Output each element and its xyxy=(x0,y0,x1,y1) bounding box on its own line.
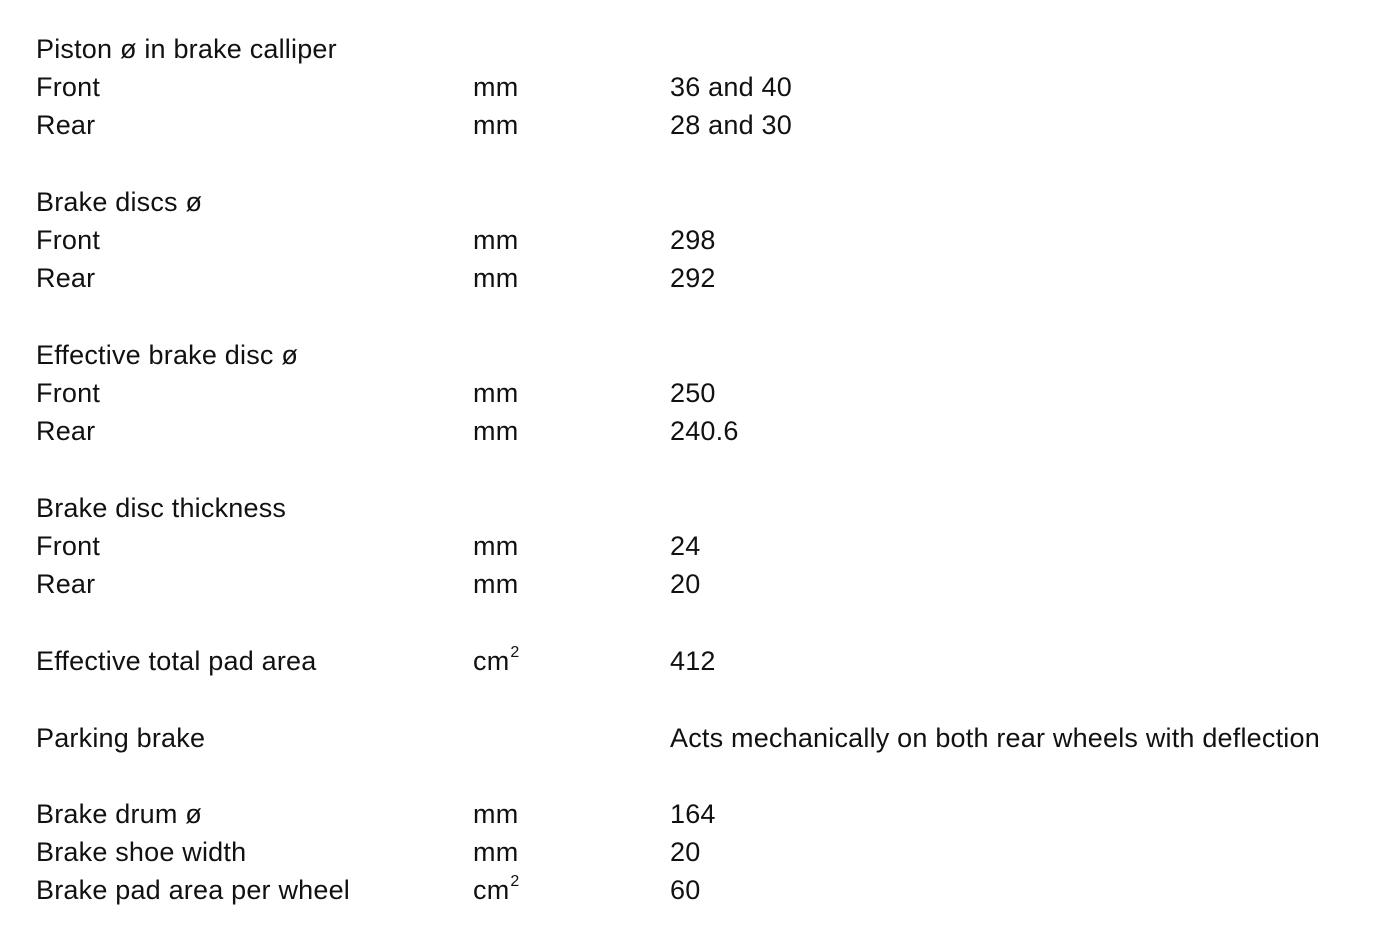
section-heading: Brake discs ø xyxy=(36,187,203,217)
row-value: 24 xyxy=(670,531,701,561)
row-value: 298 xyxy=(670,225,716,255)
row-unit xyxy=(473,642,520,680)
row-label: Brake pad area per wheel xyxy=(36,875,350,905)
row-value: Acts mechanically on both rear wheels with deflection xyxy=(670,723,1320,753)
row-unit: mm xyxy=(473,799,519,829)
row-unit: mm xyxy=(473,416,519,446)
unit-base: cm xyxy=(473,875,510,905)
row-unit: mm xyxy=(473,837,519,867)
row-unit xyxy=(473,871,520,909)
row-label: Front xyxy=(36,378,101,408)
row-label: Rear xyxy=(36,110,96,140)
section-heading: Piston ø in brake calliper xyxy=(36,34,337,64)
row-value: 36 and 40 xyxy=(670,72,792,102)
row-label: Rear xyxy=(36,416,96,446)
row-value: 20 xyxy=(670,837,701,867)
row-value: 60 xyxy=(670,875,701,905)
row-value: 250 xyxy=(670,378,716,408)
row-value: 28 and 30 xyxy=(670,110,792,140)
row-label: Effective total pad area xyxy=(36,646,317,676)
row-label: Brake drum ø xyxy=(36,799,202,829)
section-heading: Brake disc thickness xyxy=(36,493,287,523)
section-heading: Effective brake disc ø xyxy=(36,340,299,370)
row-unit: mm xyxy=(473,72,519,102)
row-unit: mm xyxy=(473,569,519,599)
row-unit: mm xyxy=(473,225,519,255)
row-label: Front xyxy=(36,225,101,255)
row-label: Front xyxy=(36,531,101,561)
row-value: 292 xyxy=(670,263,716,293)
row-value: 412 xyxy=(670,646,716,676)
row-value: 20 xyxy=(670,569,701,599)
row-unit: mm xyxy=(473,531,519,561)
row-label: Parking brake xyxy=(36,723,206,753)
row-unit: mm xyxy=(473,110,519,140)
unit-exponent: 2 xyxy=(510,644,520,661)
unit-base: cm xyxy=(473,646,510,676)
row-label: Front xyxy=(36,72,101,102)
row-label: Rear xyxy=(36,569,96,599)
row-label: Rear xyxy=(36,263,96,293)
row-unit: mm xyxy=(473,378,519,408)
row-label: Brake shoe width xyxy=(36,837,247,867)
row-value: 164 xyxy=(670,799,716,829)
row-unit: mm xyxy=(473,263,519,293)
unit-exponent: 2 xyxy=(510,873,520,890)
row-value: 240.6 xyxy=(670,416,739,446)
